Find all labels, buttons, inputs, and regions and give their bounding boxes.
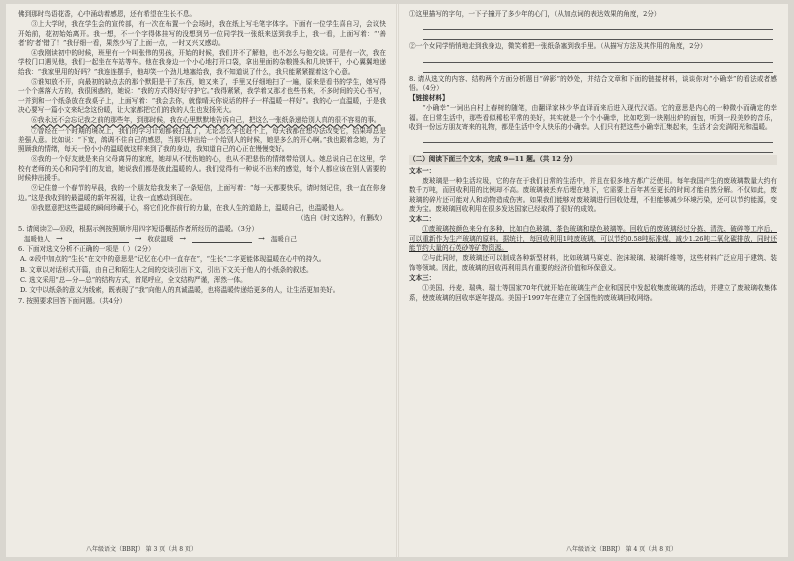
link-material-text: “小确幸”一词出自村上春树的随笔，由翻译家林少华直译而来后进入现代汉语。它的意思是内心的一种微小而确定的幸福。在日常生活中，那些看似稀松平常的美好，其实就是一个个小确幸，比如吃到一块刚出炉的面包，听到一段美妙的音乐，收到一份远方朋友寄来的礼物，都是生活中令人快乐的小确幸。人们只有把这些小确幸汇集起来，生活才会充满阳光和温暖。	[409, 104, 777, 132]
arrow-right-icon: →	[134, 234, 142, 244]
text-2-body: ②与此同时，废玻璃还可以制成各种新型材料，比如玻璃马赛克、泡沫玻璃、玻璃纤维等，这些材料广泛应用于建筑、装饰等领域。因此，废玻璃的回收再利用具有重要的经济价值和环保意义。	[409, 254, 777, 272]
paragraph: ③上大学时，我在学生会的宣传部，有一次在布置一个会场时，我在纸上写毛笔字体字。下面有一位学生喜自习，会议快开始前，花初始始离开。我一想，不一个字得体挂写的没想到另一位同学找一张纸来送到我手上，我一看，上面写着：“'善者'的'者'错了！”我仔细一看，果然少写了上面一点，一时又兴又感动。	[18, 20, 386, 47]
exam-sheet	[6, 4, 788, 557]
option-a: A. ②段中加点的“生长”在文中的意思是“记忆在心中一直存在”，“生长”二字更能体现温暖在心中的持久。	[20, 255, 326, 264]
text-2-body: ①废玻璃按颜色来分有多种，比如白色玻璃、茶色玻璃和绿色玻璃等。回收后的废玻璃经过分拣、清洗、破碎等工序后，可以重新作为生产玻璃的原料。据统计，每回收利用1吨废玻璃，可以节约0.58吨标准煤，减少1.26吨二氧化碳排放，同时还能节约大量的石英砂等矿物资源。	[409, 225, 777, 253]
text-3-body: ①美国、丹麦、瑞典、瑞士等国家70年代就开始在玻璃生产企业和国民中发起收集废玻璃的活动，并建立了废玻璃收集体系，使废玻璃的回收率逐年提高。美国于1997年在建立了全国性的废玻璃回收网络。	[409, 284, 777, 302]
arrow-right-icon: →	[56, 234, 63, 244]
arrow-right-icon: →	[258, 234, 265, 244]
paragraph: ⑧我的一个好友就是来自父母离异的家庭，她却从不忧伤她的心，也从不把悲伤的情绪带给别人。她总说自己在这里，学校有老师的关心和同学们的友谊，她说我们都是彼此温暖的人。我们觉得有一种说不出来的感觉，每个人都应该在别人需要的时候伸出援手。	[18, 155, 386, 183]
section-title: （二）阅读下面三个文本，完成 9—11 题。（共 12 分）	[409, 155, 777, 164]
page-footer-right: 八年级语文（BBRJ） 第 4 页（共 8 页）	[566, 546, 677, 553]
arrow-right-icon: →	[179, 234, 187, 244]
paragraph: ⑩我愿意把这些温暖的瞬间珍藏于心，将它们化作前行的力量，在我人生的道路上，温暖自己，也温暖他人。	[31, 203, 348, 212]
source-note: （选自《时文选粹》，有删改）	[296, 214, 386, 223]
paragraph-underlined: ⑥我永远不会忘记我之前的那些年，到那时候，我在心里默默地告诉自己，把这么一张纸条递给别人真的很不容易的事。	[31, 116, 381, 125]
flow-step: 收获温暖	[147, 234, 174, 243]
page-footer-left: 八年级语文（BBRJ） 第 3 页（共 8 页）	[86, 546, 197, 553]
flow-step: 温暖他人	[24, 234, 50, 243]
option-b: B. 文章以对话形式开篇，由自己和陌生人之间的交谈引出下文，引出下文关于他人的小纸条的叙述。	[20, 265, 313, 274]
flow-blank[interactable]	[192, 235, 252, 243]
answer-line[interactable]	[423, 143, 773, 153]
question-7-2: ②一个女同学悄悄地走到我身边，微笑着把一张纸条塞到我手里。（从描写方法及其作用的角度，2分）	[409, 42, 707, 51]
answer-line[interactable]	[423, 133, 773, 143]
flow-blank[interactable]	[69, 235, 129, 243]
left-column	[18, 10, 386, 539]
flow-step: 温暖自己	[270, 234, 297, 243]
right-column	[409, 10, 777, 539]
link-material-title: 【链接材料】	[409, 94, 449, 103]
text-2-label: 文本二：	[409, 215, 436, 224]
paragraph: ⑤谁知放不开，向最初的缺点去的那个默阳是干了东西，她又来了，手里又仔细地扫了一遍，原来是看书的学生，她写得一个个落落大方的，我很困惑的，她说：“我的方式得好好守护它。”我得紧紧，我学着又那才也些书来，不多时间的关心书写，一并到和一个纸条放在我桌子上，上面写着：“我会去你，就像晴天你说话的样子一样温暖一样好”。我的心一直温暖，于是我决心要写一篇小文来纪念这份暖，让大家都把它们的我的人生也发扬光大。	[18, 78, 386, 114]
question-8: 8. 请从选文的内容、结构两个方面分析题目“碎影”的妙处，并结合文章和下面的链接材料，谈谈你对“小确幸”的看法或者感悟。（4分）	[409, 74, 777, 92]
answer-line[interactable]	[423, 30, 773, 40]
paragraph: ④我刚读初中的时候，班里有一个叫张伟的男孩，开始的时候，我们并不了解他，也不怎么与他交谈。可是有一次，我在学校门口遇见他，我们一起坐在车站等车。他在我身边一个小心地打开口袋，拿出里面的杂粮馒头和几块饼干，小心翼翼地递给我：“我家里用的好吗？”我连连摆手，他却笑一个劲儿地塞给我，我不知道说了什么，我只能紧紧握着这个心意。	[18, 49, 386, 76]
paragraph: 佛到那时鸟语花香，心中涌动着感恩，还有希望在生长不息。	[18, 10, 197, 18]
question-5: 5. 请阅读②—⑩段，根据示例按照顺序用四字短语概括作者所经历的温暖。（3分）	[18, 224, 259, 233]
text-1-body: 废玻璃是一种生活垃圾，它的存在于我们日常的生活中，并且在很多地方都广泛使用。每年我国产生的废玻璃数量大约有数千万吨，而回收利用的比例却不高。废玻璃被丢弃后埋在地下，它需要上百年甚至更长的时间才能自然分解。不仅如此，废玻璃的碎片还可能对人和动物造成伤害。如果我们能够对废玻璃进行回收处理，不但能够减少环境污染，还可以节约能源，变废为宝。废玻璃回收利用在很多发达国家已经取得了很好的成效。	[409, 176, 777, 213]
text-1-label: 文本一：	[409, 166, 436, 175]
page-fold	[396, 4, 399, 557]
answer-line[interactable]	[423, 20, 773, 30]
option-c: C. 选文采用“总—分—总”的结构方式，首尾呼应，全文结构严谨，浑然一体。	[20, 276, 247, 285]
paragraph: ⑦曾经在一个时期的境况上，我们的学习计划都被打乱了，无论怎么学也赶不上，每天我都在想办法改变它，结果却总是差强人意。比如说：“下宽，鸽调不住自己的感恩，当那只伸出给一个给别人的时候，她是多么的开心啊。”我也跟着念她，为了照顾我的情绪，每天一份小小的温暖就这样来到了我的身边，我知道自己的心正在慢慢变好。	[18, 126, 386, 154]
flow-chart	[24, 235, 386, 244]
question-7-1: ①这里描写的字句，一下子撞开了多少年的心门，（从加点词的表达效果的角度，2分）	[409, 10, 661, 18]
answer-line[interactable]	[423, 53, 773, 63]
text-3-label: 文本三：	[409, 273, 436, 282]
question-6: 6. 下面对选文分析不正确的一项是（ ）（2分）	[18, 245, 155, 254]
answer-line[interactable]	[423, 63, 773, 73]
question-7: 7. 按照要求回答下面问题。（共4分）	[18, 296, 127, 305]
option-d: D. 文中以纸条的意义为线索，既表现了“我”向他人的真诚温暖，也将温暖传递给更多的人，让生活更加美好。	[20, 286, 340, 295]
paragraph: ⑨记住曾一个春节的早晨，我的一个朋友给我发来了一条短信，上面写着：“每一天都要快乐，请时刻记住，我一直在你身边。”这是我收到的最温暖的新年祝福，让我一直感动到现在。	[18, 184, 386, 202]
